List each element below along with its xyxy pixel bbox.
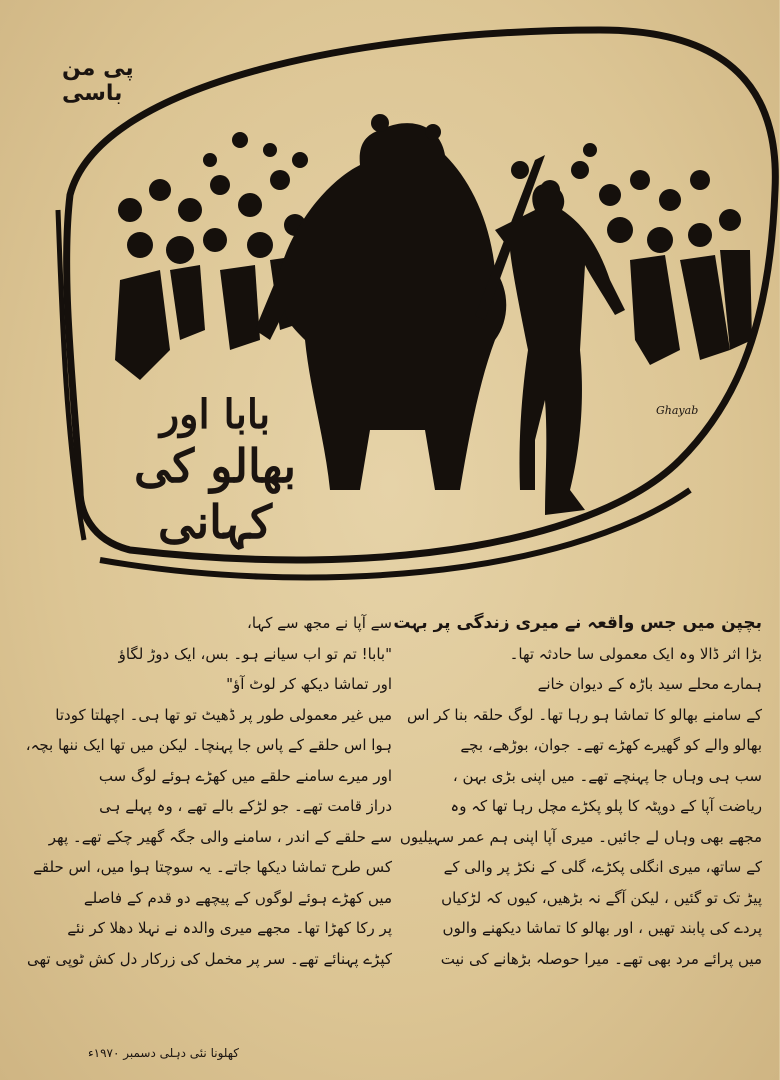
text-line: میں پرائے مرد بھی تھے۔ میرا حوصلہ بڑھانے کی نیت [440, 949, 762, 968]
text-column-right [393, 608, 762, 974]
text-line: میں کھڑے ہوئے لوگوں کے پیچھے دو قدم کے فاصلے [83, 888, 392, 907]
text-line: سے حلقے کے اندر ، سامنے والی جگہ گھیر چکے تھے۔ پھر [48, 827, 392, 846]
text-line: بڑا اثر ڈالا وہ ایک معمولی سا حادثہ تھا۔ [509, 644, 762, 663]
text-line: ریاضت آپا کے دوپٹہ کا پلو پکڑے مچل رہا تھا کہ وہ [450, 797, 762, 815]
author-name: پی من باسی [62, 56, 134, 106]
story-title [110, 392, 320, 550]
text-line: "بابا! تم تو اب سیانے ہو۔ بس، ایک دوڑ لگاؤ [118, 644, 392, 663]
page-footer: کھلونا نئی دہلی دسمبر ۱۹۷۰ء [88, 1046, 239, 1060]
text-line: کپڑے پہنائے تھے۔ سر پر مخمل کی زرکار دل کش ٹوپی تھی [26, 949, 392, 968]
text-line: کے ساتھ، میری انگلی پکڑے، گلی کے نکڑ پر والی کے [443, 858, 762, 876]
artist-signature: Ghayab [656, 404, 699, 417]
text-line: ہوا اس حلقے کے پاس جا پہنچا۔ لیکن میں تھا ایک ننھا بچہ، [25, 736, 392, 754]
text-line: اور میرے سامنے حلقے میں کھڑے ہوئے لوگ سب [98, 766, 392, 785]
text-line: بھالو والے کو گھیرے کھڑے تھے۔ جوان، بوڑھے، بچے [460, 736, 762, 754]
text-line: اور تماشا دیکھ کر لوٹ آؤ" [226, 675, 392, 693]
text-line: سے آپا نے مجھ سے کہا، [247, 614, 392, 632]
text-line: میں غیر معمولی طور پر ڈھیٹ تو تھا ہی۔ اچھلتا کودتا [55, 705, 392, 724]
text-line: ہمارے محلے سید باڑہ کے دیوان خانے [537, 675, 762, 693]
title-line-2: بھالو کی کہانی [133, 439, 297, 549]
title-line-1: بابا اور [159, 391, 271, 438]
text-line: مجھے بھی وہاں لے جائیں۔ میری آپا اپنی ہم عمر سہیلیوں [399, 827, 762, 846]
text-line: پردے کی پابند تھیں ، اور بھالو کا تماشا دیکھنے والوں [442, 919, 762, 937]
text-line: پیڑ تک تو گئیں ، لیکن آگے نہ بڑھیں، کیوں کہ لڑکیاں [441, 888, 762, 907]
text-line: دراز قامت تھے۔ جو لڑکے بالے تھے ، وہ پہلے ہی [99, 797, 392, 815]
text-line: کس طرح تماشا دیکھا جاتے۔ یہ سوچتا ہوا میں، اس حلقے [33, 858, 392, 876]
text-line: سب ہی وہاں جا پہنچے تھے۔ میں اپنی بڑی بہن ، [452, 766, 762, 785]
text-column-left [25, 608, 392, 974]
text-line: پر رکا کھڑا تھا۔ مجھے میری والدہ نے نہلا دھلا کر نئے [67, 919, 392, 937]
text-line: بچپن میں جس واقعہ نے میری زندگی پر بہت [393, 613, 762, 633]
text-line: کے سامنے بھالو کا تماشا ہو رہا تھا۔ لوگ حلقہ بنا کر اس [407, 705, 762, 724]
